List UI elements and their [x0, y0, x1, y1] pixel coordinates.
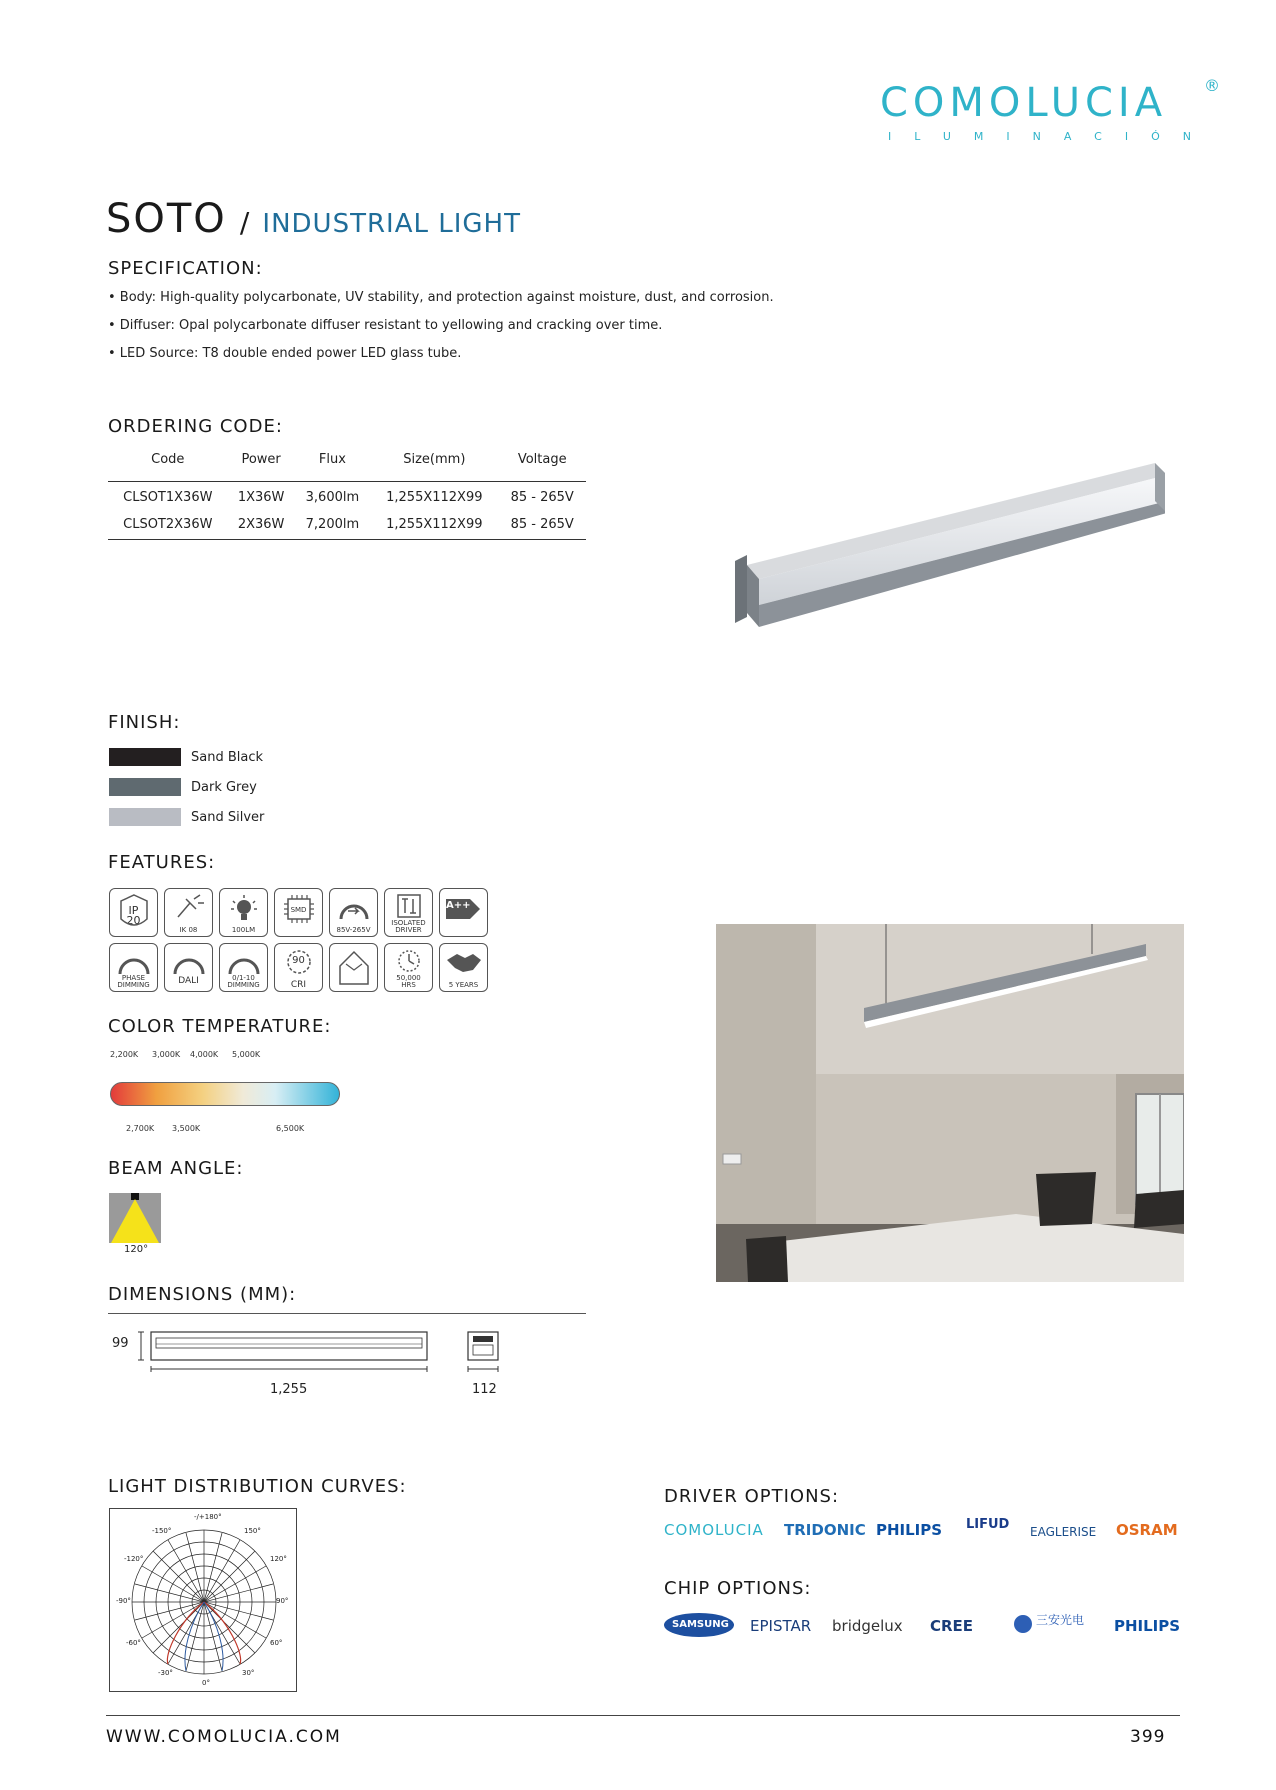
finish-item	[109, 742, 264, 772]
column-header: Flux	[295, 446, 371, 482]
table-cell: CLSOT2X36W	[108, 509, 228, 540]
polar-angle-label: 120°	[270, 1555, 287, 1563]
polar-angle-label: -30°	[158, 1669, 173, 1677]
features-grid	[109, 888, 488, 992]
ip20-icon: IP 20	[109, 888, 158, 937]
isolated-driver-icon: ISOLATED DRIVER	[384, 888, 433, 937]
table-cell: 1,255X112X99	[386, 490, 483, 505]
polar-angle-label: -90°	[116, 1597, 131, 1605]
dim-width: 112	[472, 1382, 497, 1397]
dim-length: 1,255	[270, 1382, 308, 1397]
polar-angle-label: 90°	[276, 1597, 289, 1605]
column-header: Power	[228, 446, 295, 482]
title-separator: /	[239, 206, 250, 239]
sanan-icon	[1014, 1615, 1032, 1633]
page-title	[106, 196, 521, 242]
product-category: INDUSTRIAL LIGHT	[262, 209, 521, 239]
dimensions-heading: DIMENSIONS (MM):	[108, 1284, 297, 1305]
color-temperature-bar	[110, 1082, 340, 1106]
website-link[interactable]: WWW.COMOLUCIA.COM	[106, 1727, 342, 1747]
column-header: Voltage	[498, 446, 586, 482]
polar-angle-label: 30°	[242, 1669, 255, 1677]
polar-angle-label: -60°	[126, 1639, 141, 1647]
ct-top-label: 2,200K	[110, 1050, 139, 1059]
distribution-heading: LIGHT DISTRIBUTION CURVES:	[108, 1476, 407, 1497]
chip-logo: SAMSUNG	[672, 1619, 729, 1630]
driver-logo: OSRAM	[1116, 1521, 1178, 1539]
page-number: 399	[1130, 1727, 1166, 1747]
warranty-icon: 5 YEARS	[439, 943, 488, 992]
column-header: Code	[108, 446, 228, 482]
specification-list	[108, 290, 774, 374]
footer-divider	[106, 1715, 1180, 1716]
chip-logo: CREE	[930, 1617, 974, 1635]
beam-angle-heading: BEAM ANGLE:	[108, 1158, 244, 1179]
ik08-icon: IK 08	[164, 888, 213, 937]
product-render-image	[735, 455, 1165, 645]
finish-swatch	[109, 778, 181, 796]
finish-swatch	[109, 748, 181, 766]
ct-bottom-label: 2,700K	[126, 1124, 155, 1133]
ct-bottom-label: 3,500K	[172, 1124, 201, 1133]
table-row	[108, 509, 586, 540]
finish-list	[109, 742, 264, 832]
spec-item: • Diffuser: Opal polycarbonate diffuser resistant to yellowing and cracking over time.	[108, 318, 663, 333]
chip-logo: bridgelux	[832, 1617, 903, 1635]
ordering-table	[108, 446, 586, 540]
ct-bottom-label: 6,500K	[276, 1124, 305, 1133]
dimming-010-icon: 0/1-10 DIMMING	[219, 943, 268, 992]
table-row	[108, 482, 586, 510]
ct-top-label: 3,000K	[152, 1050, 181, 1059]
ct-top-label: 5,000K	[232, 1050, 261, 1059]
lumen-icon: 100LM	[219, 888, 268, 937]
brand-tagline: ILUMINACIÓN	[888, 130, 1214, 143]
cri-icon: 90 CRI	[274, 943, 323, 992]
polar-angle-label: -120°	[124, 1555, 144, 1563]
table-cell: 1X36W	[237, 490, 285, 505]
voltage-icon: 85V-265V	[329, 888, 378, 937]
finish-swatch	[109, 808, 181, 826]
polar-chart	[109, 1508, 297, 1692]
indoor-icon	[329, 943, 378, 992]
driver-logos	[664, 1515, 1184, 1551]
energy-class-icon: A++	[439, 888, 488, 937]
table-cell: 7,200lm	[295, 509, 371, 540]
color-temperature-scale	[110, 1050, 370, 1140]
chip-logos	[664, 1605, 1184, 1641]
polar-angle-label: -/+180°	[194, 1513, 222, 1521]
driver-logo: PHILIPS	[876, 1521, 943, 1539]
finish-label: Sand Black	[191, 749, 264, 765]
chip-logo: PHILIPS	[1114, 1617, 1181, 1635]
beam-angle-value: 120°	[124, 1244, 149, 1255]
table-cell: 2X36W	[228, 509, 295, 540]
phase-dimming-icon: PHASE DIMMING	[109, 943, 158, 992]
column-header: Size(mm)	[370, 446, 498, 482]
dim-height: 99	[112, 1336, 129, 1351]
finish-label: Dark Grey	[191, 779, 257, 795]
polar-angle-label: 150°	[244, 1527, 261, 1535]
table-cell: 1,255X112X99	[370, 509, 498, 540]
dali-icon: DALI	[164, 943, 213, 992]
chip-logo: 三安光电	[1036, 1613, 1085, 1627]
brand-name: COMOLUCIA	[880, 80, 1168, 126]
polar-angle-label: -150°	[152, 1527, 172, 1535]
chip-options-heading: CHIP OPTIONS:	[664, 1578, 812, 1599]
polar-angle-label: 60°	[270, 1639, 283, 1647]
driver-logo: EAGLERISE	[1030, 1525, 1097, 1539]
chip-logo: EPISTAR	[750, 1617, 812, 1635]
brand-logo	[880, 76, 1220, 150]
registered-mark: ®	[1204, 76, 1220, 95]
finish-item	[109, 772, 264, 802]
color-temperature-heading: COLOR TEMPERATURE:	[108, 1016, 332, 1037]
ct-top-label: 4,000K	[190, 1050, 219, 1059]
table-cell: 85 - 265V	[510, 490, 574, 505]
spec-item: • Body: High-quality polycarbonate, UV stability, and protection against moisture, dust, and corrosion.	[108, 290, 774, 305]
finish-heading: FINISH:	[108, 712, 181, 733]
spec-item: • LED Source: T8 double ended power LED glass tube.	[108, 346, 462, 361]
dimension-drawing	[136, 1330, 516, 1380]
table-cell: 3,600lm	[305, 490, 360, 505]
driver-logo: COMOLUCIA	[664, 1521, 764, 1539]
driver-logo: LIFUD	[966, 1517, 1010, 1532]
ordering-heading: ORDERING CODE:	[108, 416, 283, 437]
polar-angle-label: 0°	[202, 1679, 210, 1687]
table-header-row	[108, 446, 586, 482]
installation-photo	[716, 924, 1184, 1282]
driver-logo: TRIDONIC	[784, 1521, 866, 1539]
features-heading: FEATURES:	[108, 852, 216, 873]
finish-label: Sand Silver	[191, 809, 265, 825]
driver-options-heading: DRIVER OPTIONS:	[664, 1486, 840, 1507]
specification-heading: SPECIFICATION:	[108, 258, 263, 279]
beam-angle-icon	[109, 1193, 161, 1243]
table-cell: 85 - 265V	[498, 509, 586, 540]
table-cell: CLSOT1X36W	[123, 490, 213, 505]
hours-icon: 50,000 HRS	[384, 943, 433, 992]
finish-item	[109, 802, 264, 832]
smd-icon: SMD	[274, 888, 323, 937]
divider	[108, 1313, 586, 1314]
product-name: SOTO	[106, 196, 227, 242]
